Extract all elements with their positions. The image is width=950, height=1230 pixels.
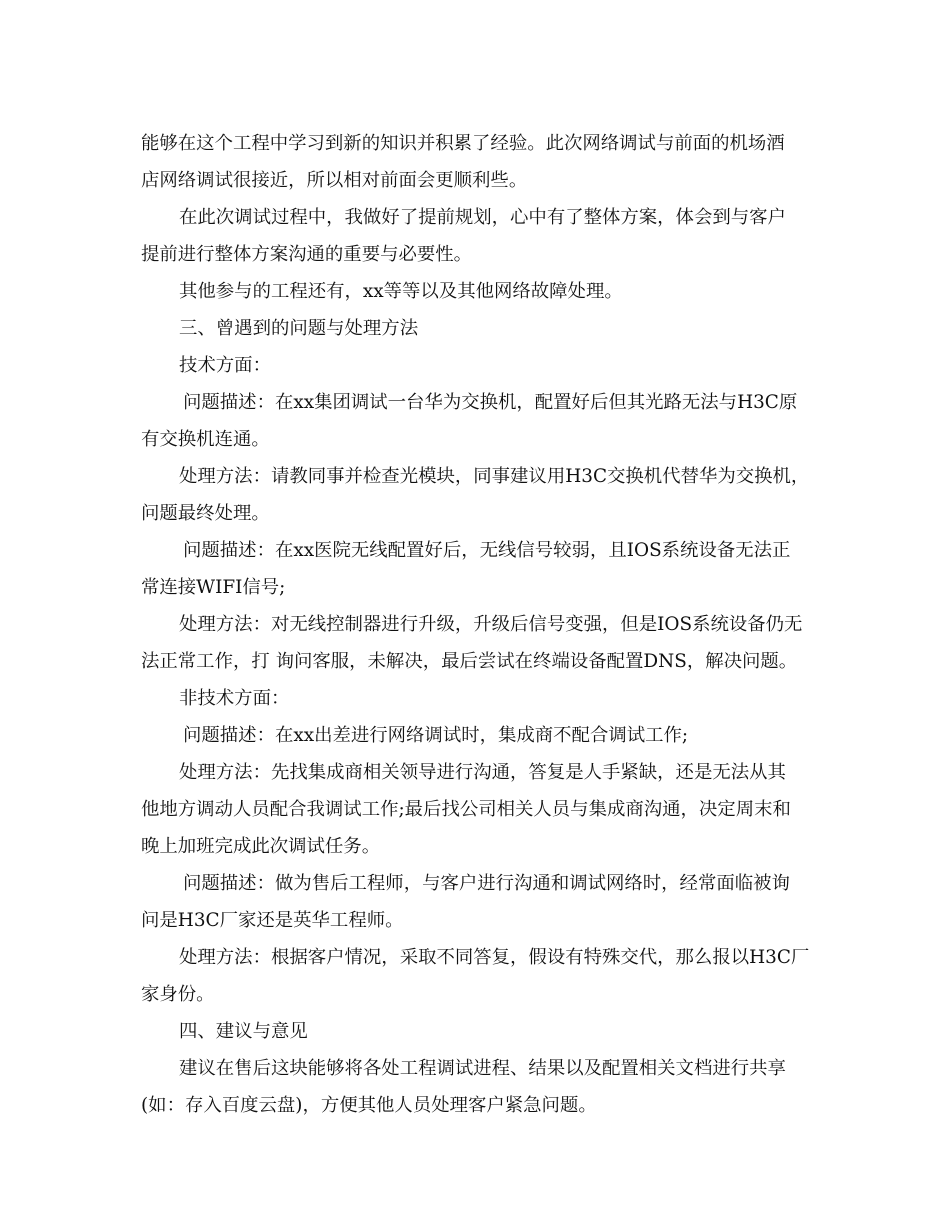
document-body [141, 125, 821, 1124]
paragraph-line: 问题描述：做为售后工程师，与客户进行沟通和调试网络时，经常面临被询 [183, 873, 790, 894]
paragraph-line: 在此次调试过程中，我做好了提前规划，心中有了整体方案，体会到与客户 [179, 207, 786, 228]
paragraph-line: 建议在售后这块能够将各处工程调试进程、结果以及配置相关文档进行共享 [179, 1058, 786, 1079]
paragraph-line: 店网络调试很接近，所以相对前面会更顺利些。 [141, 170, 528, 191]
paragraph-line: 问是H3C厂家还是英华工程师。 [141, 910, 404, 931]
section-heading: 四、建议与意见 [179, 1021, 308, 1042]
paragraph-line: 能够在这个工程中学习到新的知识并积累了经验。此次网络调试与前面的机场酒 [141, 133, 785, 154]
paragraph-line: 问题描述：在xx出差进行网络调试时，集成商不配合调试工作; [183, 725, 689, 746]
paragraph-line: (如：存入百度云盘)，方便其他人员处理客户紧急问题。 [141, 1095, 597, 1116]
paragraph-line: 处理方法：根据客户情况，采取不同答复，假设有特殊交代，那么报以H3C厂 [179, 947, 810, 968]
section-heading: 三、曾遇到的问题与处理方法 [179, 318, 419, 339]
paragraph-line: 问题描述：在xx集团调试一台华为交换机，配置好后但其光路无法与H3C原 [183, 392, 798, 413]
subsection-heading: 技术方面： [179, 355, 271, 376]
paragraph-line: 处理方法：先找集成商相关领导进行沟通，答复是人手紧缺，还是无法从其 [179, 762, 786, 783]
subsection-heading: 非技术方面： [179, 688, 290, 709]
paragraph-line: 提前进行整体方案沟通的重要与必要性。 [141, 244, 473, 265]
paragraph-line: 问题描述：在xx医院无线配置好后，无线信号较弱，且IOS系统设备无法正 [183, 540, 791, 561]
paragraph-line: 他地方调动人员配合我调试工作;最后找公司相关人员与集成商沟通，决定周末和 [141, 799, 791, 820]
paragraph-line: 处理方法：对无线控制器进行升级，升级后信号变强，但是IOS系统设备仍无 [179, 614, 803, 635]
paragraph-line: 问题最终处理。 [141, 503, 270, 524]
paragraph-line: 常连接WIFI信号; [141, 577, 286, 598]
paragraph-line: 有交换机连通。 [141, 429, 270, 450]
paragraph-line: 晚上加班完成此次调试任务。 [141, 836, 381, 857]
paragraph-line: 处理方法：请教同事并检查光模块，同事建议用H3C交换机代替华为交换机， [179, 466, 810, 487]
paragraph-line: 其他参与的工程还有，xx等等以及其他网络故障处理。 [179, 281, 623, 302]
paragraph-line: 家身份。 [141, 984, 215, 1005]
paragraph-line: 法正常工作，打 询问客服，未解决，最后尝试在终端设备配置DNS，解决问题。 [141, 651, 798, 672]
